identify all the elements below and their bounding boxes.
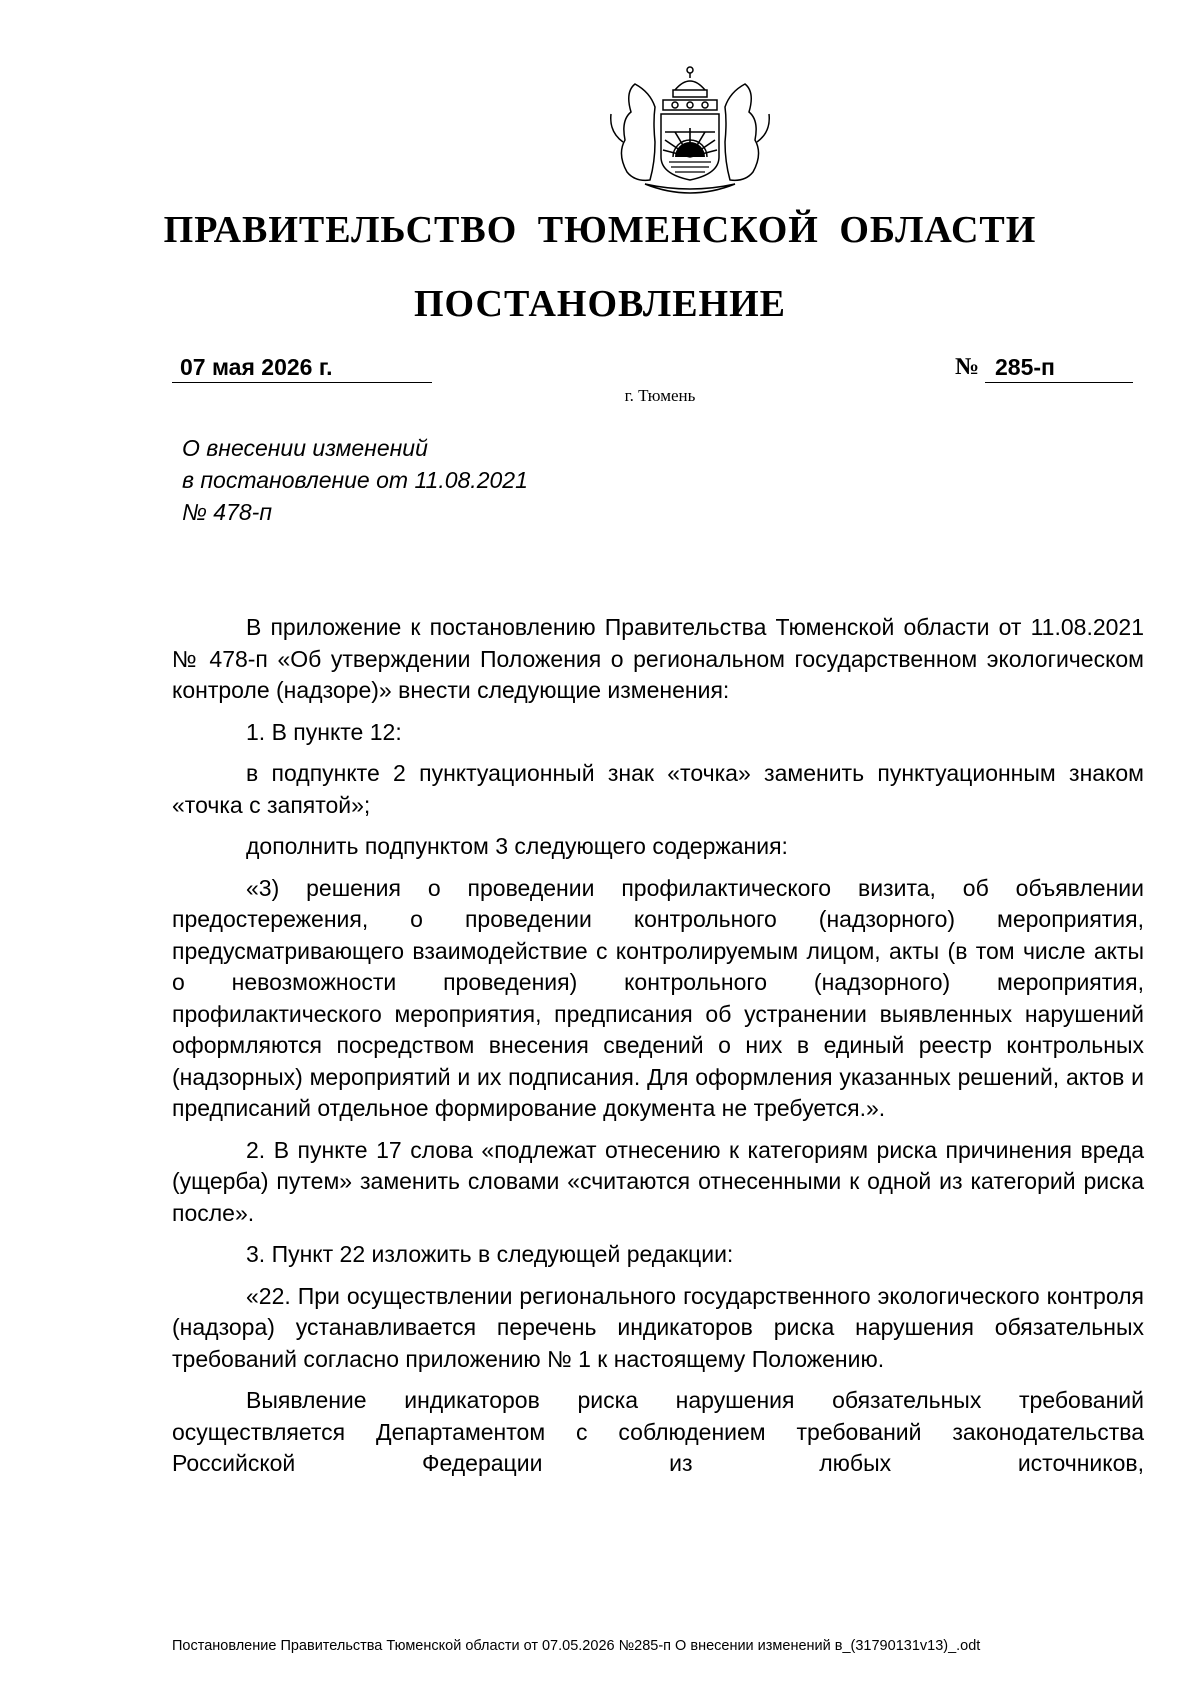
document-number-label: № — [955, 354, 980, 380]
body-paragraph: В приложение к постановлению Правительства Тюменской области от 11.08.2021 № 478-п «Об утверждении Положения о региональном государственном экологическом контроле (надзоре)» внести следующие изменения: — [172, 614, 1144, 703]
subject-line: в постановление от 11.08.2021 — [182, 467, 528, 493]
document-type-title: ПОСТАНОВЛЕНИЕ — [413, 283, 787, 325]
organization-title: ПРАВИТЕЛЬСТВО ТЮМЕНСКОЙ ОБЛАСТИ — [163, 209, 1037, 251]
body-paragraph: в подпункте 2 пунктуационный знак «точка» заменить пунктуационным знаком «точка с запятой»; — [172, 760, 1144, 818]
subject-line: О внесении изменений — [182, 435, 428, 461]
footer-file-reference: Постановление Правительства Тюменской области от 07.05.2026 №285-п О внесении изменений в_(31790131v13)_.odt — [172, 1638, 981, 1654]
document-city: г. Тюмень — [624, 386, 696, 405]
subject-line: № 478-п — [182, 499, 272, 525]
document-number: 285-п — [985, 352, 1133, 383]
document-subject — [182, 432, 528, 528]
body-paragraph: 1. В пункте 12: — [246, 718, 402, 745]
body-paragraph: «3) решения о проведении профилактического визита, об объявлении предостережения, о проведении контрольного (надзорного) мероприятия, предусматривающего взаимодействие с контролируемым лицом, акты (в том числе акты о невозможности проведения) контрольного (надзорного) мероприятия, профилактического мероприятия, предписания об устранении выявленных нарушений оформляются посредством внесения сведений о них в единый реестр контрольных (надзорных) мероприятий и их подписания. Для оформления указанных решений, актов и предписаний отдельное формирование документа не требуется.». — [172, 874, 1144, 1121]
body-paragraph: 2. В пункте 17 слова «подлежат отнесению к категориям риска причинения вреда (ущерба) путем» заменить словами «считаются отнесенными к одной из категорий риска после». — [172, 1136, 1144, 1226]
coat-of-arms-emblem — [595, 62, 785, 207]
document-date: 07 мая 2026 г. — [172, 352, 432, 383]
body-paragraph: Выявление индикаторов риска нарушения обязательных требований осуществляется Департаментом с соблюдением требований законодательства Российской Федерации из любых источников, — [172, 1387, 1144, 1476]
document-body — [172, 612, 1144, 1490]
body-paragraph: «22. При осуществлении регионального государственного экологического контроля (надзора) устанавливается перечень индикаторов риска нарушения обязательных требований согласно приложению № 1 к настоящему Положению. — [172, 1282, 1144, 1372]
body-paragraph: 3. Пункт 22 изложить в следующей редакции: — [246, 1241, 734, 1267]
body-paragraph: дополнить подпунктом 3 следующего содержания: — [246, 833, 788, 859]
